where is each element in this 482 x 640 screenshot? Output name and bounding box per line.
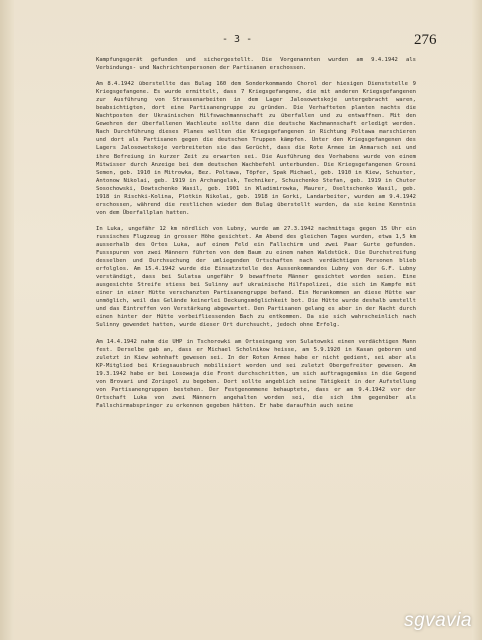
page-marker: - 3 - [222,34,253,45]
paragraph: Am 14.4.1942 nahm die UHP in Tschorowki am Ortseingang von Sulatowski einen verdächtigen Mann fest. Derselbe gab an, dass er Michael Scholnikow heisse, am 5.9.1920 in Kasan geboren und zuletzt in Kiew wohnhaft gewesen sei. In der Roten Armee habe er nicht gedient, sei aber als KP-Mitglied bei Kriegsausbruch mobilisiert worden und sei zuletzt Obergefreiter gewesen. Am 19.3.1942 habe er bei Losowaja die Front durchschritten, um sich auftragsgemäss in die Gegend von Brovari und Zorispol zu begeben. Dort sollte angeblich seine Tätigkeit in der Aufstellung von Partisanengruppen bestehen. Der Festgenommene behauptete, dass er am 9.4.1942 vor der Ortschaft Luka von zwei Männern angehalten worden sei, die sich ihm gegenüber als Fallschirmabspringer zu erkennen gegeben hätten. Er habe daraufhin auch seine [96,338,416,409]
page-header [0,34,482,54]
archive-number: 276 [414,32,437,48]
page-edge-right [472,0,482,640]
paragraph: In Luka, ungefähr 12 km nördlich von Lubny, wurde am 27.3.1942 nachmittags gegen 15 Uhr ein russisches Flugzeug in grosser Höhe gesichtet. Am Abend des gleichen Tages wurden, etwa 1,5 km ausserhalb des Ortes Luka, auf einem Feld ein Fallschirm und zwei Paar Gurte gefunden. Fussspuren von zwei Männern führten von dem Baum zu einem nahen Waldstück. Die Durchstreifung desselben und Durchsuchung der umliegenden Ortschaften nach verdächtigen Personen blieb erfolglos. Am 15.4.1942 wurde die Einsatzstelle des Aussenkommandos Lubny von der G.F. Lubny verständigt, dass bei Sulatsa ungefähr 9 bewaffnete Männer gesichtet worden seien. Eine ausgesichte Streife stiess bei Sulinny auf ukrainische Hilfspolizei, die sich im Kampfe mit einer in einer Hütte verschanzten Partisanengruppe befand. Ein Herankommen an diese Hütte war unmöglich, weil das Gelände keinerlei Deckungsmöglichkeit bot. Die Hütte wurde deshalb umstellt und das Eintreffen von Verstärkung abgewartet. Den Partisanen gelang es aber in der Nacht durch einen hinter der Hütte vorbeifliessenden Bach zu entkommen. Da sie sich wahrscheinlich nach Sulinny gewendet hatten, wurde dieser Ort durchsucht, jedoch ohne Erfolg. [96,225,416,329]
watermark: sgvavia [404,610,472,631]
page-edge-left [0,0,14,640]
paragraph: Am 8.4.1942 überstellte das Bulag 160 dem Sonderkommando Chorol der hiesigen Dienststelle 9 Kriegsgefangene. Es wurde ermittelt, dass 7 Kriegsgefangene, die mit anderen Kriegsgefangenen zur Ausführung von Strassenarbeiten in dem Lager Jalosowetskoje untergebracht waren, beabsichtigten, dort eine Partisanengruppe zu gründen. Die Verhafteten planten nachts die Wachtposten der Ukrainischen Hilfswachmannschaft zu überfallen und zu entwaffnen. Mit den Gewehren der überfallenen Wachleute sollte dann die deutsche Wachmannschaft erledigt werden. Nach Durchführung dieses Planes wollten die Kriegsgefangenen in Richtung Poltawa marschieren und dort als Partisanen gegen die deutschen Truppen kämpfen. Unter den Kriegsgefangenen des Lagers Jalosowetskoje verbreiteten sie das Gerücht, dass die Rote Armee im Anmarsch sei und ihre Befreiung in kurzer Zeit zu erwarten sei. Die Ausführung des Vorhabens wurde von einem Mitwisser durch Anzeige bei dem deutschen Wachbefehl unterbunden. Die Kriegsgefangenen Grosni Semen, geb. 1910 in Mitrowka, Bez. Poltawa, Töpfer, Spak Michael, geb. 1910 in Kiew, Schuster, Antonow Nikolai, geb. 1919 in Archangelsk, Techniker, Schuschenko Stefan, geb. 1919 in Chutor Sosochowski, Dowtschenko Wasil, geb. 1901 in Wladimirowka, Maurer, Oseltschenko Wasil, geb. 1918 in Rischki-Kolina, Plotkin Nikolai, geb. 1918 in Gorki, Landarbeiter, wurden am 9.4.1942 erschossen, während die restlichen wieder dem Bulag überstellt wurden, da sie keine Kenntnis von dem Überfallplan hatten. [96,81,416,216]
paragraph: Kampfungsgerät gefunden und sichergestellt. Die Vorgenannten wurden am 9.4.1942 als Verbindungs- und Nachrichtenpersonen der Partisanen erschossen. [96,57,416,72]
document-body [96,56,416,612]
